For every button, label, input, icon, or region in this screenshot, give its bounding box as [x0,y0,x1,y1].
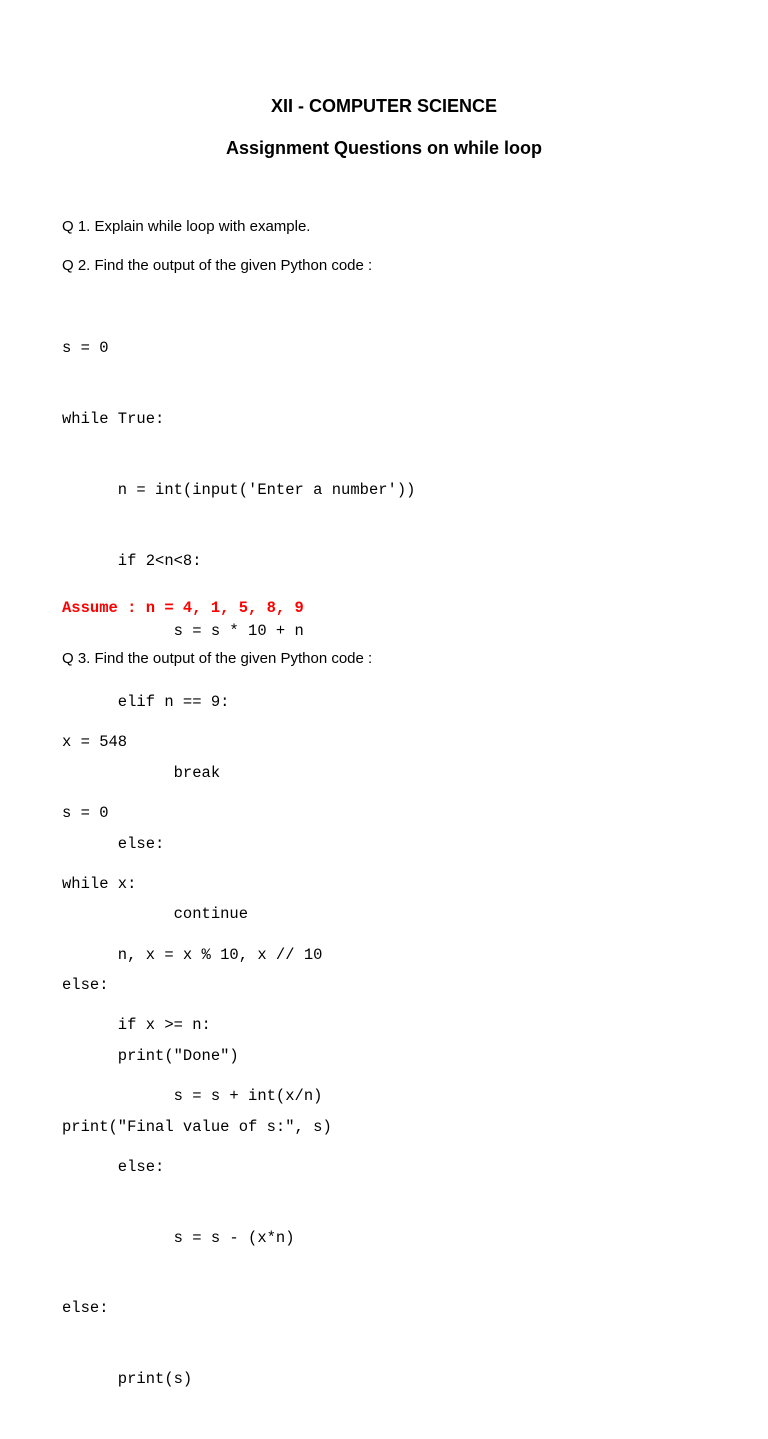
assume-note: Assume : n = 4, 1, 5, 8, 9 [62,599,304,617]
code-line: else: [62,1157,165,1176]
code-line: continue [62,905,249,924]
code-line: else: [62,1299,109,1318]
code-line: n = int(input('Enter a number')) [62,480,416,499]
code-block-q3 [62,684,322,1439]
question-2: Q 2. Find the output of the given Python code : [62,257,373,274]
code-line: while x: [62,874,137,893]
code-line: s = s - (x*n) [62,1228,295,1247]
code-line: print("Final value of s:", s) [62,1117,332,1136]
question-3: Q 3. Find the output of the given Python code : [62,650,373,667]
code-line: else: [62,834,165,853]
code-line: s = s * 10 + n [62,622,304,641]
code-line: s = 0 [62,339,109,358]
code-line: n, x = x % 10, x // 10 [62,945,323,964]
code-line: s = 0 [62,803,109,822]
code-line: else: [62,976,109,995]
document-subtitle: Assignment Questions on while loop [225,138,543,158]
code-line: print(s) [62,1370,193,1389]
code-line: while True: [62,409,165,428]
code-line: if 2<n<8: [62,551,202,570]
code-line: x = 548 [62,733,128,752]
question-1: Q 1. Explain while loop with example. [62,218,311,235]
code-line: s = s + int(x/n) [62,1087,323,1106]
code-line: print("Done") [62,1047,239,1065]
code-line: elif n == 9: [62,693,230,712]
document-title: XII - COMPUTER SCIENCE [270,96,498,116]
code-line: if x >= n: [62,1016,211,1035]
code-line: break [62,763,221,782]
